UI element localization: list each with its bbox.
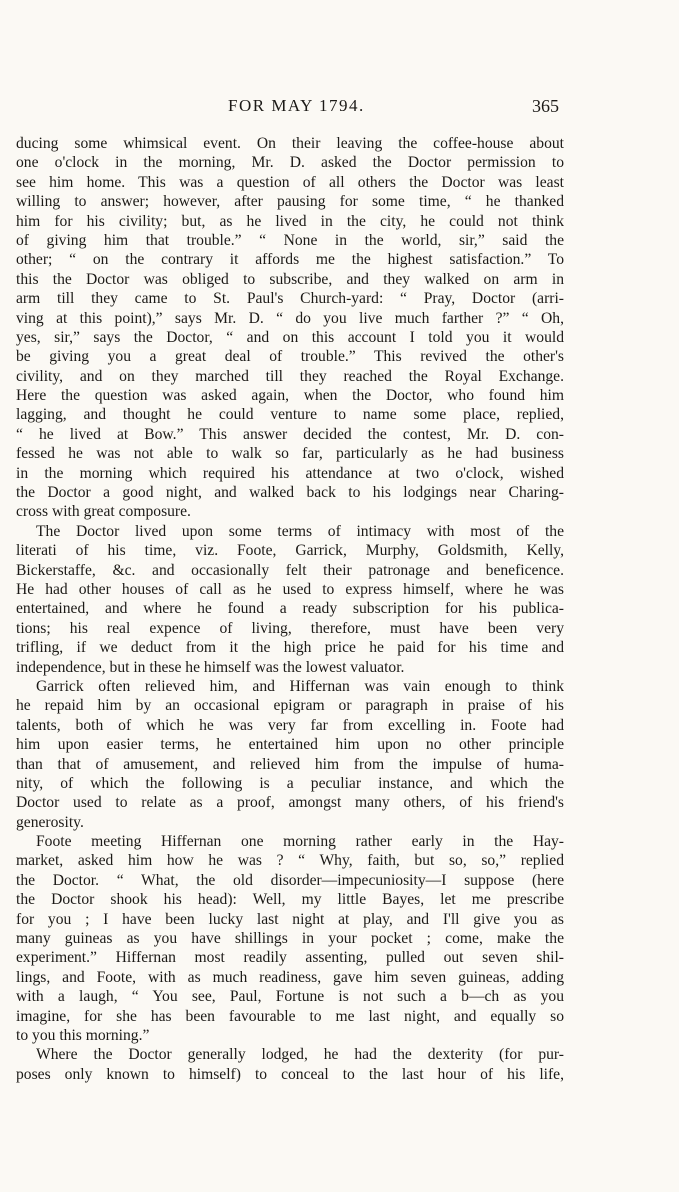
text-line: independence, but in these he himself was the lowest valuator. <box>16 658 405 676</box>
text-line: this the Doctor was obliged to subscribe, and they walked on arm in <box>16 270 564 288</box>
page-number: 365 <box>532 96 559 116</box>
text-line: Bickerstaffe, &c. and occasionally felt their patronage and beneficence. <box>16 561 564 579</box>
running-title: FOR MAY 1794. <box>228 96 365 115</box>
text-line: ving at this point),” says Mr. D. “ do you live much farther ?” “ Oh, <box>16 309 564 327</box>
text-line: He had other houses of call as he used to express himself, where he was <box>16 580 564 598</box>
text-line: Here the question was asked again, when the Doctor, who found him <box>16 387 564 405</box>
text-line: Garrick often relieved him, and Hiffernan was vain enough to think <box>36 677 564 695</box>
text-line: imagine, for she has been favourable to me last night, and equally so <box>16 1007 564 1025</box>
text-line: with a laugh, “ You see, Paul, Fortune is not such a b—ch as you <box>16 988 564 1006</box>
text-line: cross with great composure. <box>16 503 191 521</box>
text-line: of giving him that trouble.” “ None in the world, sir,” said the <box>16 231 564 249</box>
text-line: to you this morning.” <box>16 1026 150 1044</box>
text-line: Doctor used to relate as a proof, amongst many others, of his friend's <box>16 794 564 812</box>
text-line: he repaid him by an occasional epigram or paragraph in praise of his <box>16 697 564 715</box>
text-line: fessed he was not able to walk so far, particularly as he had business <box>16 445 564 463</box>
text-line: for you ; I have been lucky last night at play, and I'll give you as <box>16 910 564 928</box>
body-text <box>16 134 564 1084</box>
text-line: many guineas as you have shillings in your pocket ; come, make the <box>16 930 564 948</box>
text-line: entertained, and where he found a ready subscription for his publica- <box>16 600 564 618</box>
text-line: trifling, if we deduct from it the high price he paid for his time and <box>16 639 564 657</box>
text-line: in the morning which required his attendance at two o'clock, wished <box>16 464 564 482</box>
text-line: civility, and on they marched till they reached the Royal Exchange. <box>16 367 564 385</box>
text-line: than that of amusement, and relieved him from the impulse of huma- <box>16 755 564 773</box>
text-line: one o'clock in the morning, Mr. D. asked the Doctor permission to <box>16 154 564 172</box>
text-line: the Doctor a good night, and walked back to his lodgings near Charing- <box>16 484 564 502</box>
text-line: him for his civility; but, as he lived in the city, he could not think <box>16 212 564 230</box>
text-line: lings, and Foote, with as much readiness, gave him seven guineas, adding <box>16 968 564 986</box>
text-line: lagging, and thought he could venture to name some place, replied, <box>16 406 564 424</box>
running-head <box>0 96 679 120</box>
text-line: experiment.” Hiffernan most readily assenting, pulled out seven shil- <box>16 949 564 967</box>
text-line: generosity. <box>16 813 84 831</box>
text-line: Where the Doctor generally lodged, he had the dexterity (for pur- <box>36 1046 564 1064</box>
text-line: ducing some whimsical event. On their leaving the coffee-house about <box>16 135 564 152</box>
text-line: “ he lived at Bow.” This answer decided the contest, Mr. D. con- <box>16 425 564 443</box>
text-line: arm till they came to St. Paul's Church-yard: “ Pray, Doctor (arri- <box>16 290 564 308</box>
text-line: market, asked him how he was ? “ Why, faith, but so, so,” replied <box>16 852 564 870</box>
text-line: be giving you a great deal of trouble.” This revived the other's <box>16 348 564 366</box>
text-line: other; “ on the contrary it affords me the highest satisfaction.” To <box>16 251 564 269</box>
text-line: tions; his real expence of living, therefore, must have been very <box>16 619 564 637</box>
text-line: the Doctor. “ What, the old disorder—impecuniosity—I suppose (here <box>16 871 564 889</box>
text-line: talents, both of which he was very far from excelling in. Foote had <box>16 716 564 734</box>
text-line: literati of his time, viz. Foote, Garrick, Murphy, Goldsmith, Kelly, <box>16 542 564 560</box>
text-line: nity, of which the following is a peculiar instance, and which the <box>16 774 564 792</box>
text-line: willing to answer; however, after pausing for some time, “ he thanked <box>16 193 564 211</box>
text-line: see him home. This was a question of all others the Doctor was least <box>16 173 564 191</box>
text-line: Foote meeting Hiffernan one morning rather early in the Hay- <box>36 833 564 851</box>
text-line: yes, sir,” says the Doctor, “ and on this account I told you it would <box>16 328 564 346</box>
text-line: the Doctor shook his head): Well, my little Bayes, let me prescribe <box>16 891 564 909</box>
text-line: him upon easier terms, he entertained him upon no other principle <box>16 736 564 754</box>
text-line: poses only known to himself) to conceal to the last hour of his life, <box>16 1065 564 1083</box>
text-line: The Doctor lived upon some terms of intimacy with most of the <box>36 522 564 540</box>
